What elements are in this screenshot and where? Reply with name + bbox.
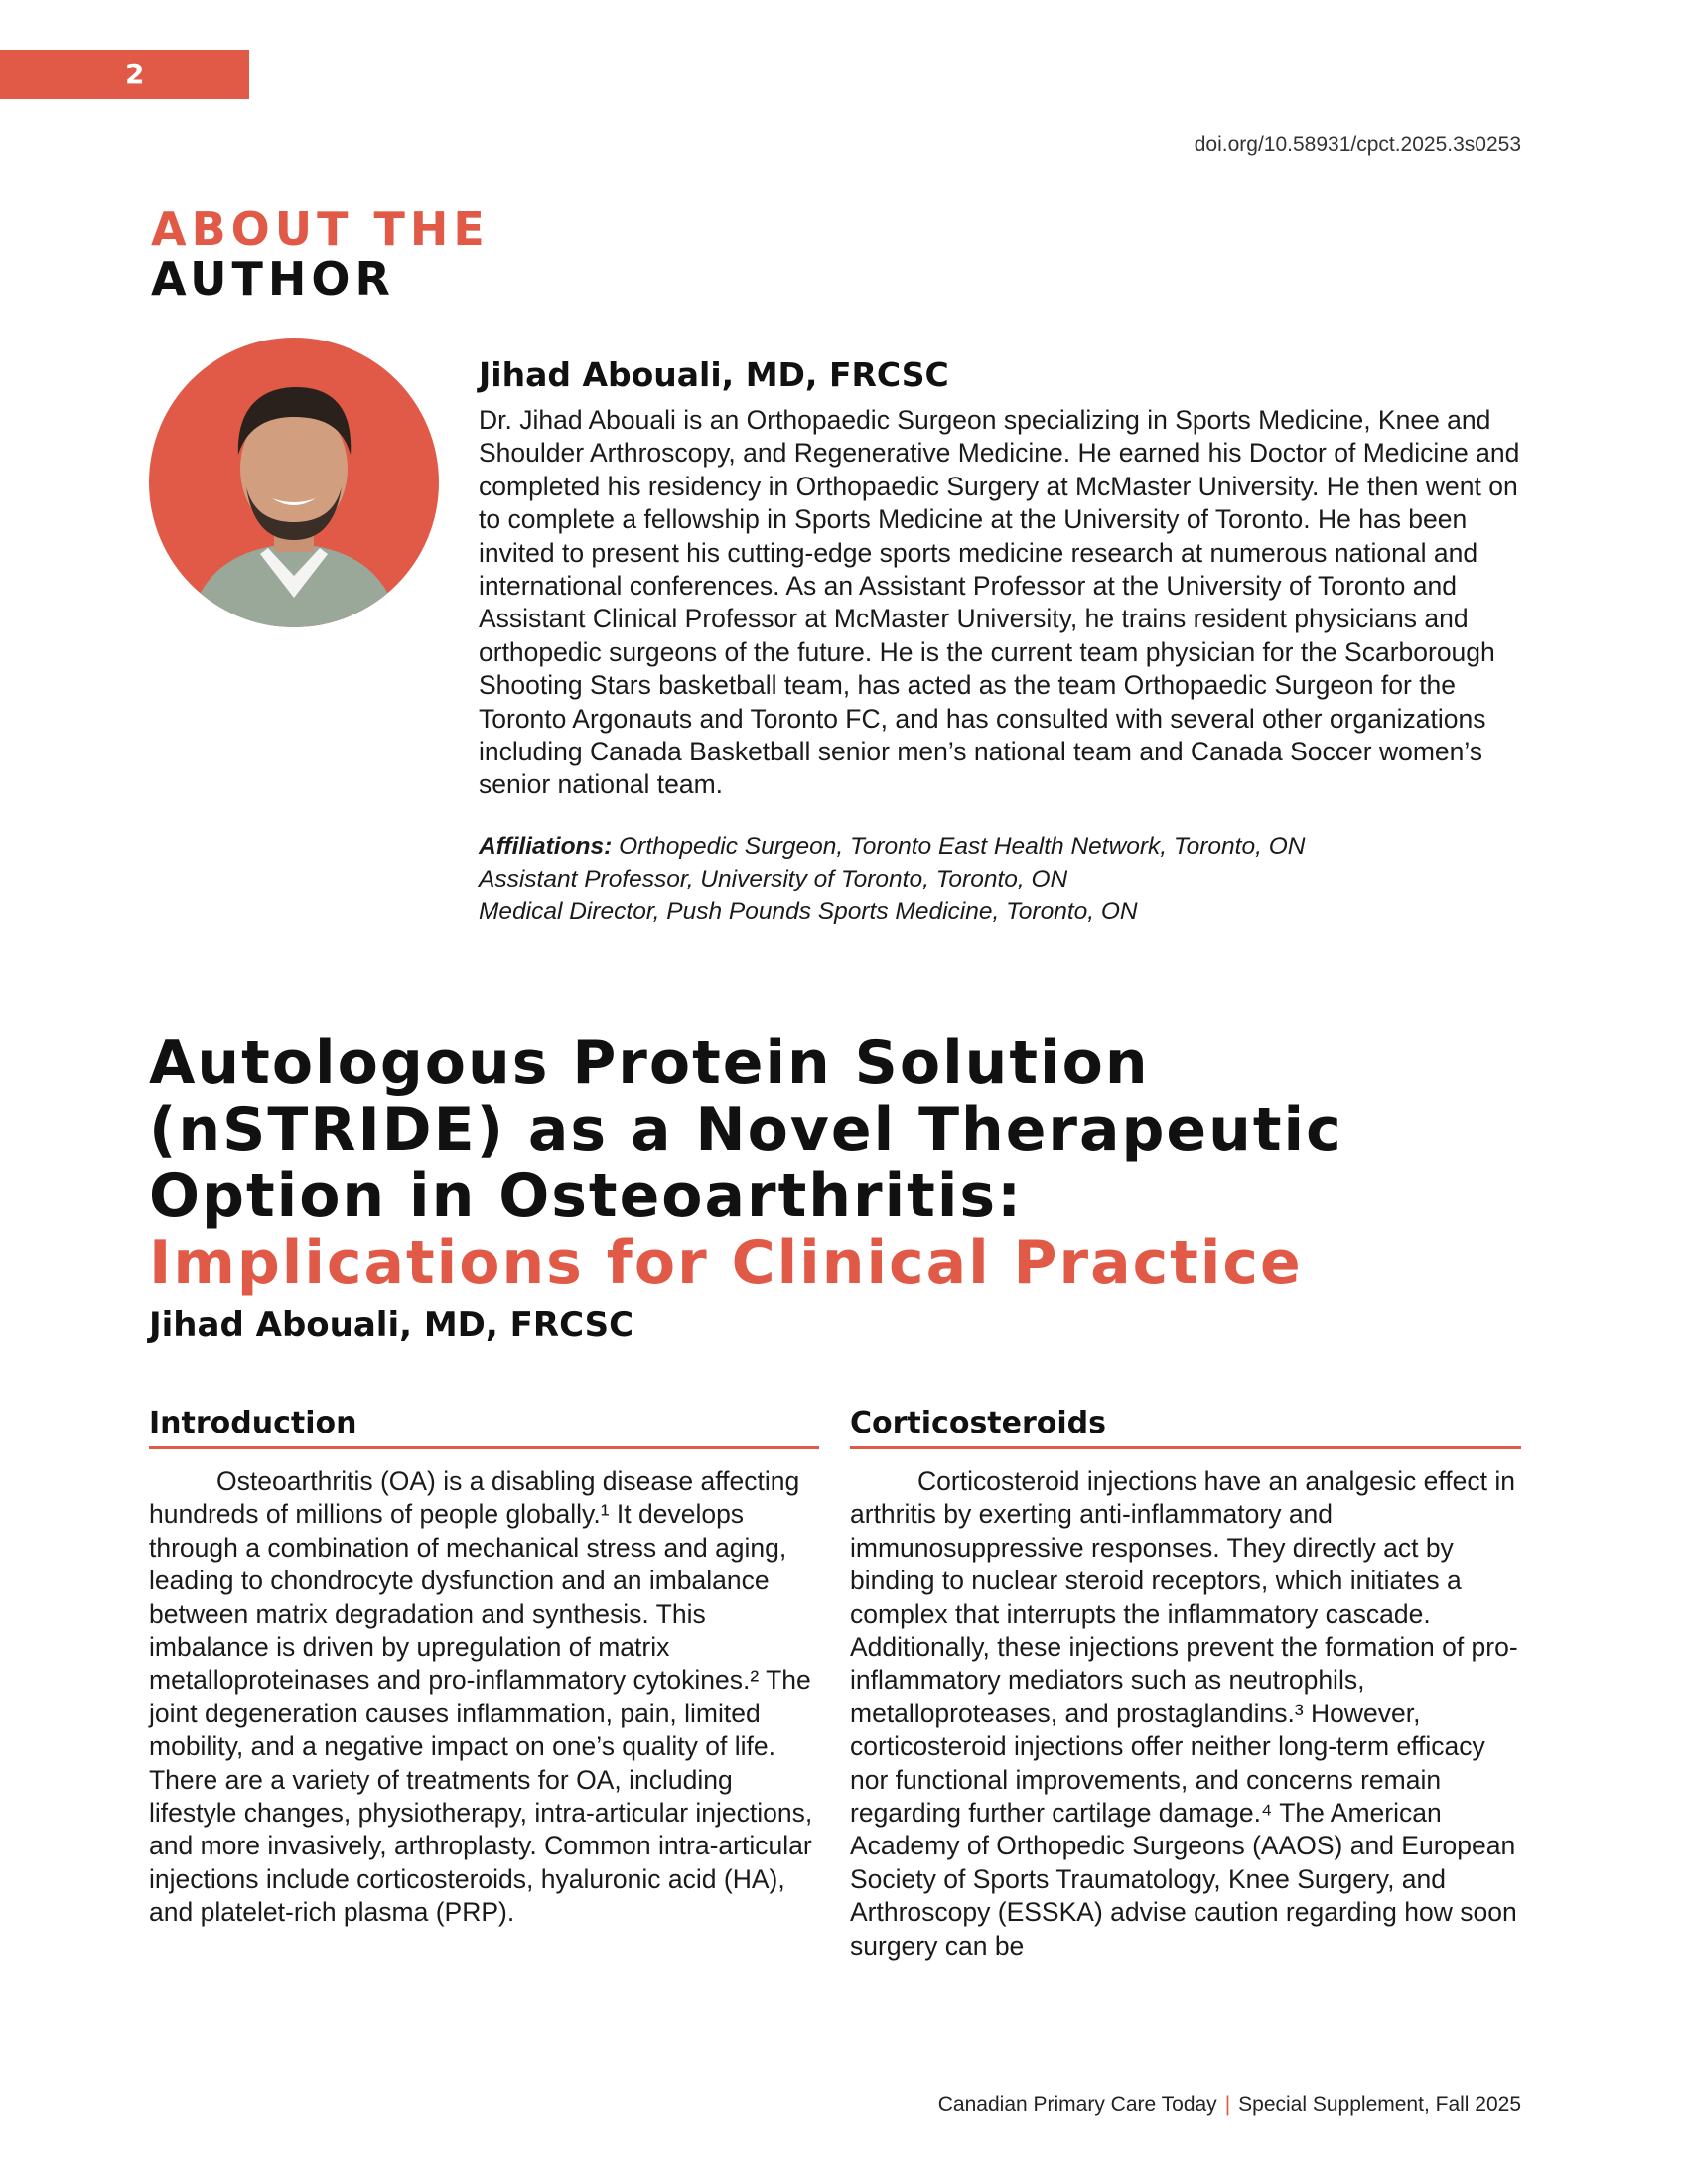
article-title <box>149 1030 1539 1297</box>
author-bio-text: Dr. Jihad Abouali is an Orthopaedic Surgeon specializing in Sports Medicine, Knee and Shoulder Arthroscopy, and Regenerative Medicine. He earned his Doctor of Medicine and completed his residency in Orthopaedic Surgery at McMaster University. He then went on to complete a fellowship in Sports Medicine at the University of Toronto. He has been invited to present his cutting-edge sports medicine research at numerous national and international conferences. As an Assistant Professor at the University of Toronto and Assistant Clinical Professor at McMaster University, he trains resident physicians and orthopedic surgeons of the future. He is the current team physician for the Scarborough Shooting Stars basketball team, has acted as the team Orthopaedic Surgeon for the Toronto Argonauts and Toronto FC, and has consulted with several other organizations including Canada Basketball senior men’s national team and Canada Soccer women’s senior national team. <box>479 405 1520 800</box>
paragraph: Osteoarthritis (OA) is a disabling disease affecting hundreds of millions of people globally.¹ It develops through a combination of mechanical stress and aging, leading to chondrocyte dysfunction and an imbalance between matrix degradation and synthesis. This imbalance is driven by upregulation of matrix metalloproteinases and pro-inflammatory cytokines.² The joint degeneration causes inflammation, pain, limited mobility, and a negative impact on one’s quality of life. There are a variety of treatments for OA, including lifestyle changes, physiotherapy, intra-articular injections, and more invasively, arthroplasty. Common intra-articular injections include corticosteroids, hyaluronic acid (HA), and platelet-rich plasma (PRP). <box>149 1466 813 1928</box>
article-title-line: Autologous Protein Solution <box>149 1028 1150 1098</box>
section-body <box>149 1465 819 1930</box>
page-number: 2 <box>125 58 145 90</box>
section-heading: Corticosteroids <box>850 1405 1521 1449</box>
about-heading-line1: ABOUT THE <box>151 203 490 256</box>
article-author: Jihad Abouali, MD, FRCSC <box>149 1305 634 1345</box>
article-subtitle: Implications for Clinical Practice <box>149 1228 1303 1297</box>
page-footer <box>938 2093 1521 2116</box>
affiliation-line <box>479 830 1541 863</box>
introduction-section <box>149 1405 819 1930</box>
affiliation-item: Assistant Professor, University of Toronto, Toronto, ON <box>479 865 1068 892</box>
author-photo-icon <box>149 338 439 627</box>
page-number-tab <box>0 50 249 99</box>
author-name: Jihad Abouali, MD, FRCSC <box>479 355 949 394</box>
section-body <box>850 1465 1521 1963</box>
article-title-line: Option in Osteoarthritis: <box>149 1161 1024 1231</box>
author-affiliations <box>479 830 1541 928</box>
footer-separator: | <box>1224 2093 1231 2116</box>
article-header <box>149 1030 1539 1348</box>
article-title-line: (nSTRIDE) as a Novel Therapeutic <box>149 1095 1343 1164</box>
about-author-heading <box>151 205 490 304</box>
affiliations-label: Affiliations: <box>479 832 613 860</box>
corticosteroids-section <box>850 1405 1521 1963</box>
paragraph: Corticosteroid injections have an analgesic effect in arthritis by exerting anti-inflammatory and immunosuppressive responses. They directly act by binding to nuclear steroid receptors, which initiates a complex that interrupts the inflammatory cascade. Additionally, these injections prevent the formation of pro-inflammatory mediators such as neutrophils, metalloproteases, and prostaglandins.³ However, corticosteroid injections offer neither long-term efficacy nor functional improvements, and concerns remain regarding further cartilage damage.⁴ The American Academy of Orthopedic Surgeons (AAOS) and European Society of Sports Traumatology, Knee Surgery, and Arthroscopy (ESSKA) advise caution regarding how soon surgery can be <box>850 1466 1518 1961</box>
footer-journal: Canadian Primary Care Today <box>937 2093 1217 2116</box>
section-heading: Introduction <box>149 1405 819 1449</box>
footer-issue: Special Supplement, Fall 2025 <box>1238 2093 1521 2116</box>
author-photo <box>149 338 439 627</box>
affiliation-item: Orthopedic Surgeon, Toronto East Health Network, Toronto, ON <box>619 832 1306 860</box>
about-heading-line2: AUTHOR <box>151 252 395 306</box>
affiliation-item: Medical Director, Push Pounds Sports Medicine, Toronto, ON <box>479 897 1138 925</box>
author-bio <box>479 352 1541 928</box>
doi-link[interactable]: doi.org/10.58931/cpct.2025.3s0253 <box>1194 133 1521 156</box>
